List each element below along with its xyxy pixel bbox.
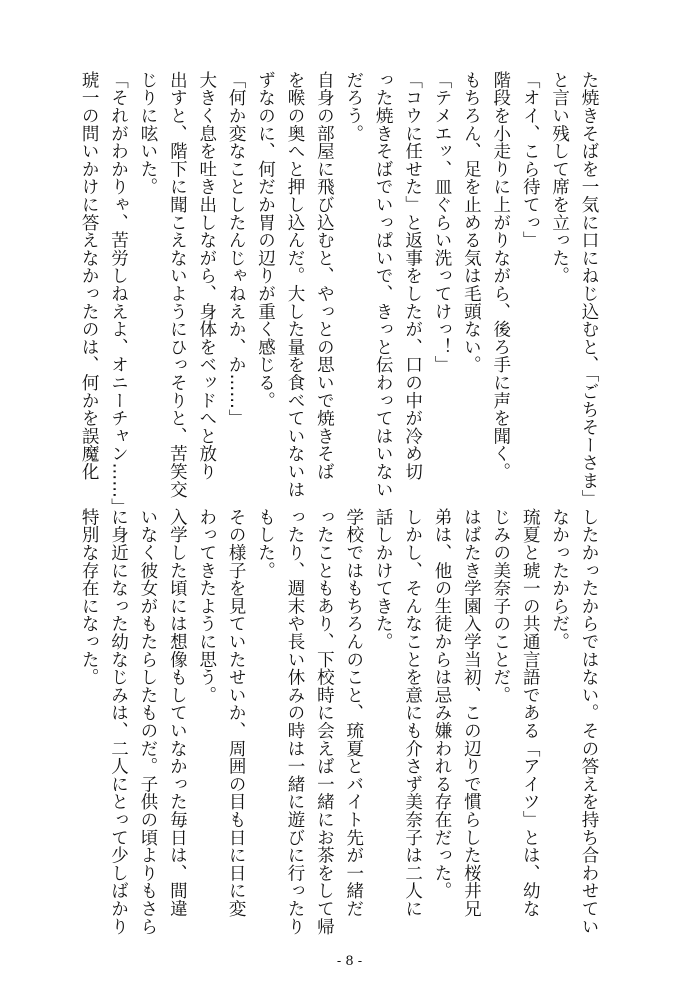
text-column: 「テメエッ、皿ぐらい洗ってけっ！」 [431, 71, 452, 374]
text-column: わってきたように思う。 [196, 508, 217, 704]
text-block-top [74, 71, 603, 516]
text-column: もした。 [255, 508, 276, 580]
text-column: 自身の部屋に飛び込むと、やっとの思いで焼きそば [314, 71, 335, 481]
text-column: なかったからだ。 [549, 508, 570, 651]
text-column: その様子を見ていたせいか、周囲の目も日に日に変 [226, 508, 247, 918]
text-column: に身近になった幼なじみは、二人にとって少しばかり [108, 508, 129, 936]
text-column: 特別な存在になった。 [79, 508, 100, 686]
text-column: じみの美奈子のことだ。 [490, 508, 511, 704]
text-column: いなく彼女がもたらしたものだ。子供の頃よりもさら [137, 508, 158, 936]
text-column: 琥一の問いかけに答えなかったのは、何かを誤魔化 [79, 71, 100, 481]
text-column: 「何か変なことしたんじゃねえか、か……」 [226, 71, 247, 427]
text-column: 「コウに任せた」と返事をしたが、口の中が冷め切 [402, 71, 423, 481]
text-column: 話しかけてきた。 [373, 508, 394, 651]
text-column: 琉夏と琥一の共通言語である「アイツ」とは、幼な [520, 508, 541, 918]
text-column: った焼きそばでいっぱいで、きっと伝わってはいない [373, 71, 394, 499]
text-column: を喉の奥へと押し込んだ。大した量を食べていないは [284, 71, 305, 499]
text-column: はばたき学園入学当初、この辺りで慣らした桜井兄 [461, 508, 482, 918]
text-column: 入学した頃には想像もしていなかった毎日は、間違 [167, 508, 188, 918]
text-column: しかし、そんなことを意にも介さず美奈子は二人に [402, 508, 423, 918]
text-column: したかったからではない。その答えを持ち合わせてい [579, 508, 599, 936]
page-number: - 8 - [336, 954, 363, 969]
text-column: 弟は、他の生徒からは忌み嫌われる存在だった。 [431, 508, 452, 900]
text-column: だろう。 [343, 71, 364, 143]
text-column: た焼きそばを一気に口にねじ込むと、「ごちそーさま」 [579, 71, 599, 508]
text-column: と言い残して席を立った。 [549, 71, 570, 285]
text-column: 学校ではもちろんのこと、琉夏とバイト先が一緒だ [343, 508, 364, 918]
text-column: 「それがわかりゃ、苦労しねえよ、オニーチャン……」 [108, 71, 129, 516]
text-column: ったり、週末や長い休みの時は一緒に遊びに行ったり [284, 508, 305, 936]
text-block-bottom [74, 508, 603, 934]
text-column: 階段を小走りに上がりながら、後ろ手に声を聞く。 [490, 71, 511, 481]
text-column: 「オイ、こら待てっ」 [520, 71, 541, 249]
text-column: ったこともあり、下校時に会えば一緒にお茶をして帰 [314, 508, 335, 936]
text-column: もちろん、足を止める気は毛頭ない。 [461, 71, 482, 374]
text-column: 大きく息を吐き出しながら、身体をベッドへと放り [196, 71, 217, 481]
text-column: じりに呟いた。 [137, 71, 158, 196]
text-column: ずなのに、何だか胃の辺りが重く感じる。 [255, 71, 276, 410]
text-column: 出すと、階下に聞こえないようにひっそりと、苦笑交 [167, 71, 188, 499]
